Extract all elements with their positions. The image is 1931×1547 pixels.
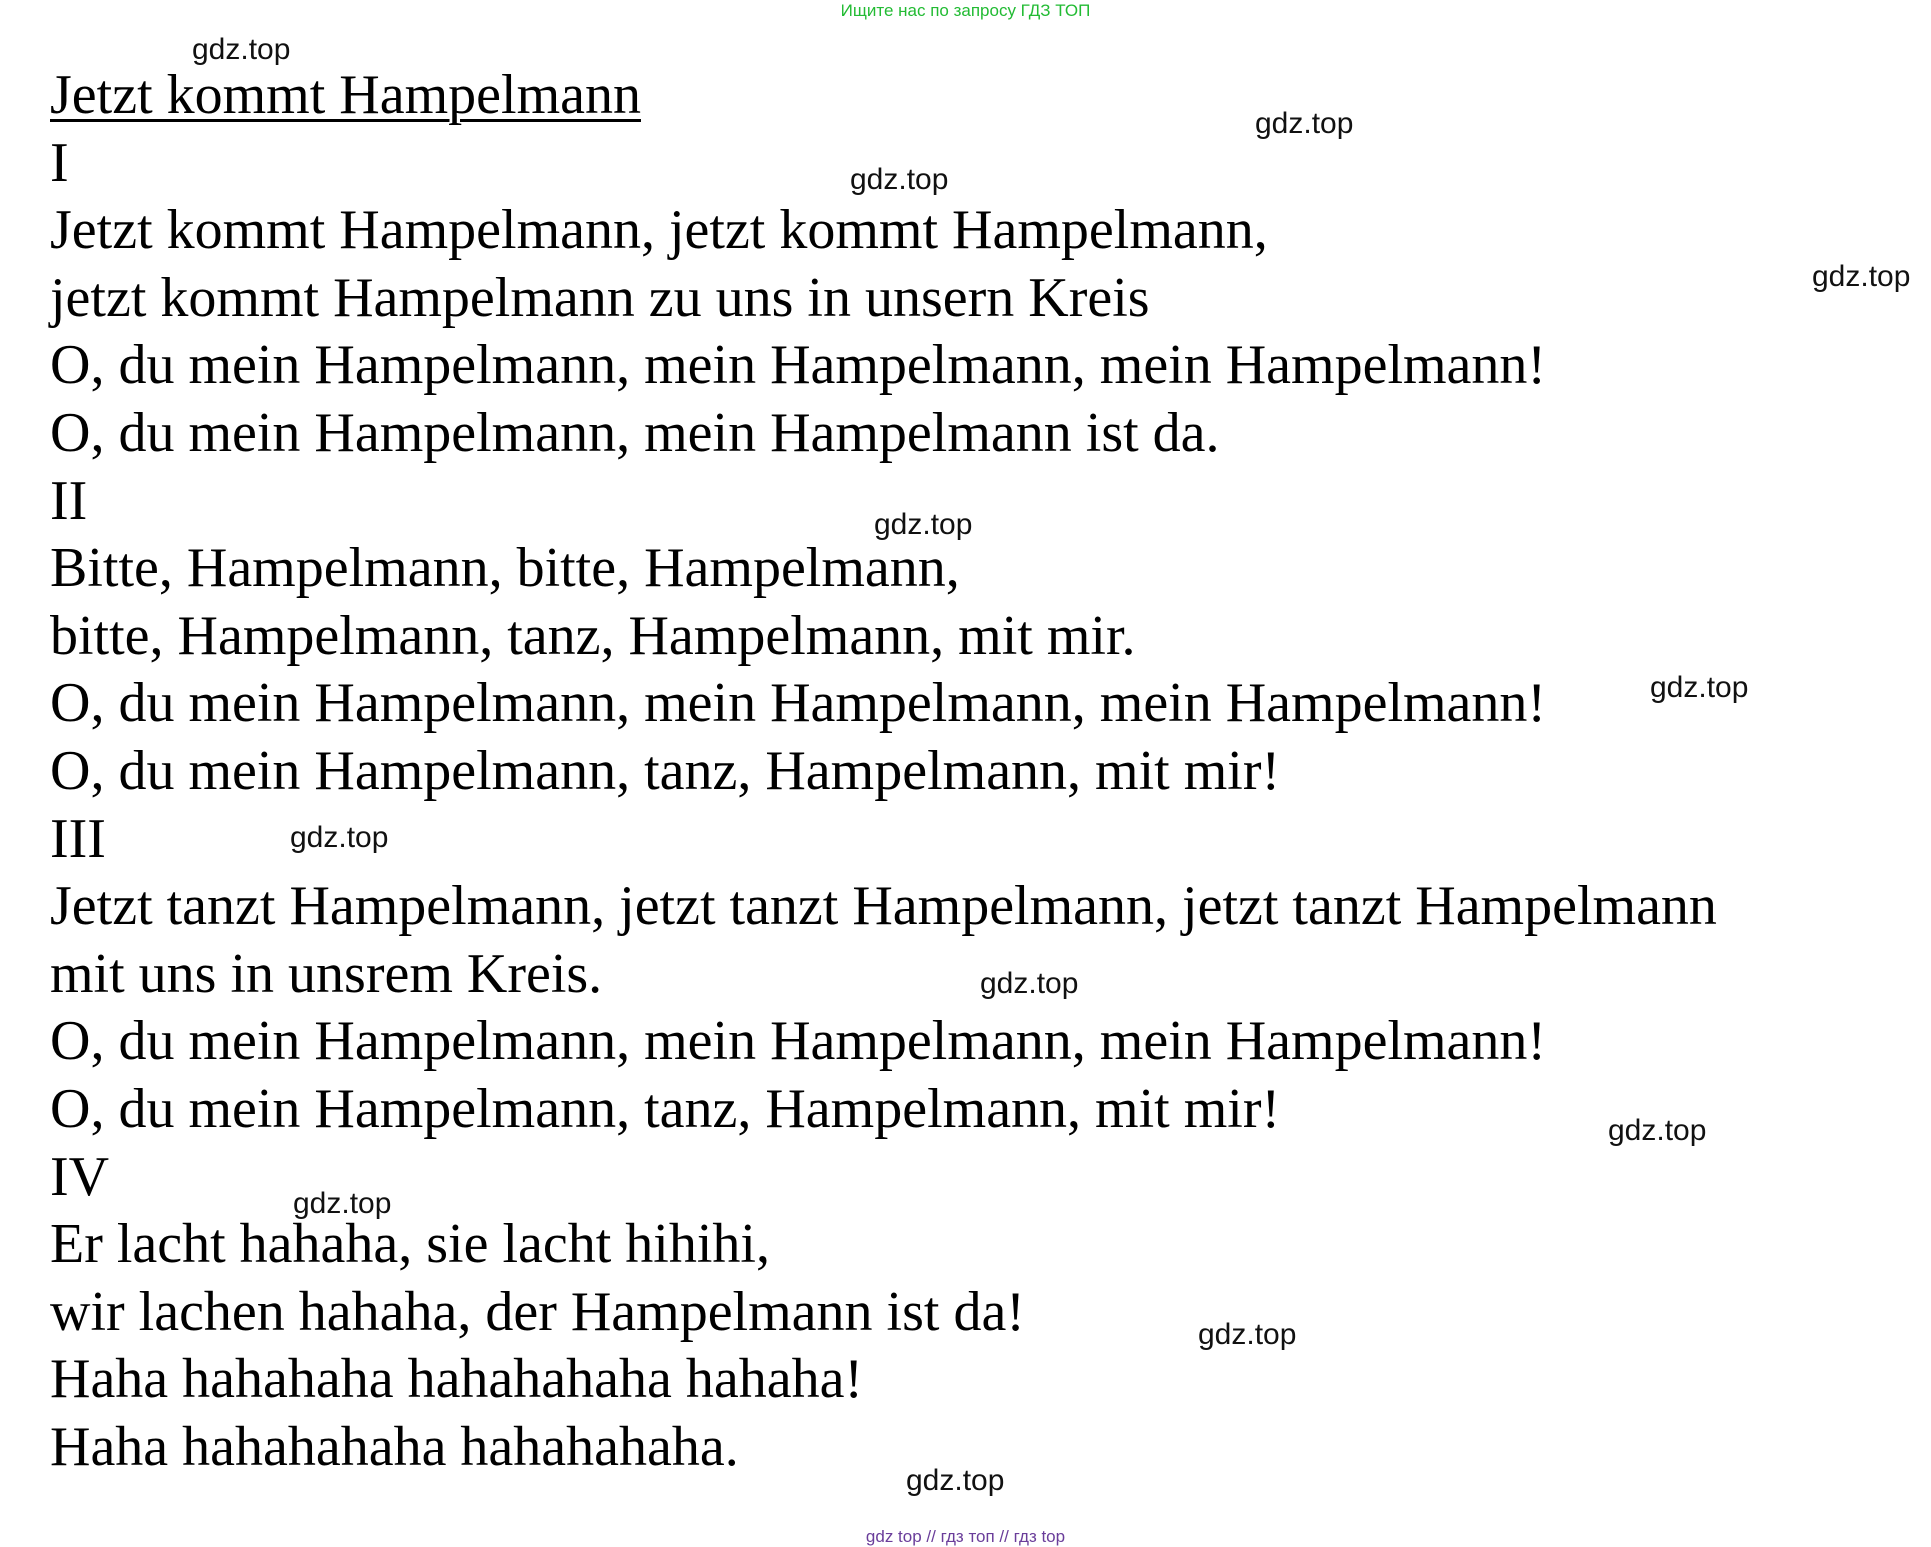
poem-title: Jetzt kommt Hampelmann [50,64,641,126]
poem-line: O, du mein Hampelmann, mein Hampelmann, mein Hampelmann! [50,334,1547,397]
watermark: gdz.top [980,967,1079,1000]
poem-line: wir lachen hahaha, der Hampelmann ist da! [50,1280,1025,1343]
watermark: gdz.top [1812,260,1911,293]
poem-line: O, du mein Hampelmann, tanz, Hampelmann, mit mir! [50,1077,1281,1140]
watermark: gdz.top [290,821,389,854]
footer-text: gdz top // гдз топ // гдз top [865,1527,1066,1546]
stanza-numeral: II [50,469,88,532]
stanza-numeral: I [50,131,69,194]
poem-line: Haha hahahaha hahahahaha hahaha! [50,1348,864,1411]
poem-line: jetzt kommt Hampelmann zu uns in unsern Kreis [50,266,1150,329]
watermark: gdz.top [1650,671,1749,704]
watermark: gdz.top [1198,1318,1297,1351]
watermark: gdz.top [192,33,291,66]
watermark: gdz.top [1255,107,1354,140]
poem [50,62,1890,1481]
poem-line: mit uns in unsrem Kreis. [50,942,603,1005]
poem-line: O, du mein Hampelmann, mein Hampelmann, mein Hampelmann! [50,672,1547,735]
poem-line: O, du mein Hampelmann, mein Hampelmann, mein Hampelmann! [50,1010,1547,1073]
poem-line: Haha hahahahaha hahahahaha. [50,1415,739,1478]
poem-line: Bitte, Hampelmann, bitte, Hampelmann, [50,537,960,600]
watermark: gdz.top [1608,1114,1707,1147]
stanza-numeral: III [50,807,106,870]
stanza-numeral: IV [50,1145,110,1208]
watermark: gdz.top [874,508,973,541]
poem-line: O, du mein Hampelmann, tanz, Hampelmann, mit mir! [50,739,1281,802]
poem-line: Er lacht hahaha, sie lacht hihihi, [50,1213,770,1276]
poem-line: Jetzt kommt Hampelmann, jetzt kommt Hampelmann, [50,199,1268,262]
poem-line: Jetzt tanzt Hampelmann, jetzt tanzt Hampelmann, jetzt tanzt Hampelmann [50,875,1717,938]
top-banner: Ищите нас по запросу ГДЗ ТОП [840,1,1091,20]
watermark: gdz.top [906,1464,1005,1497]
watermark: gdz.top [293,1187,392,1220]
poem-line: bitte, Hampelmann, tanz, Hampelmann, mit mir. [50,604,1136,667]
watermark: gdz.top [850,163,949,196]
poem-line: O, du mein Hampelmann, mein Hampelmann ist da. [50,401,1220,464]
